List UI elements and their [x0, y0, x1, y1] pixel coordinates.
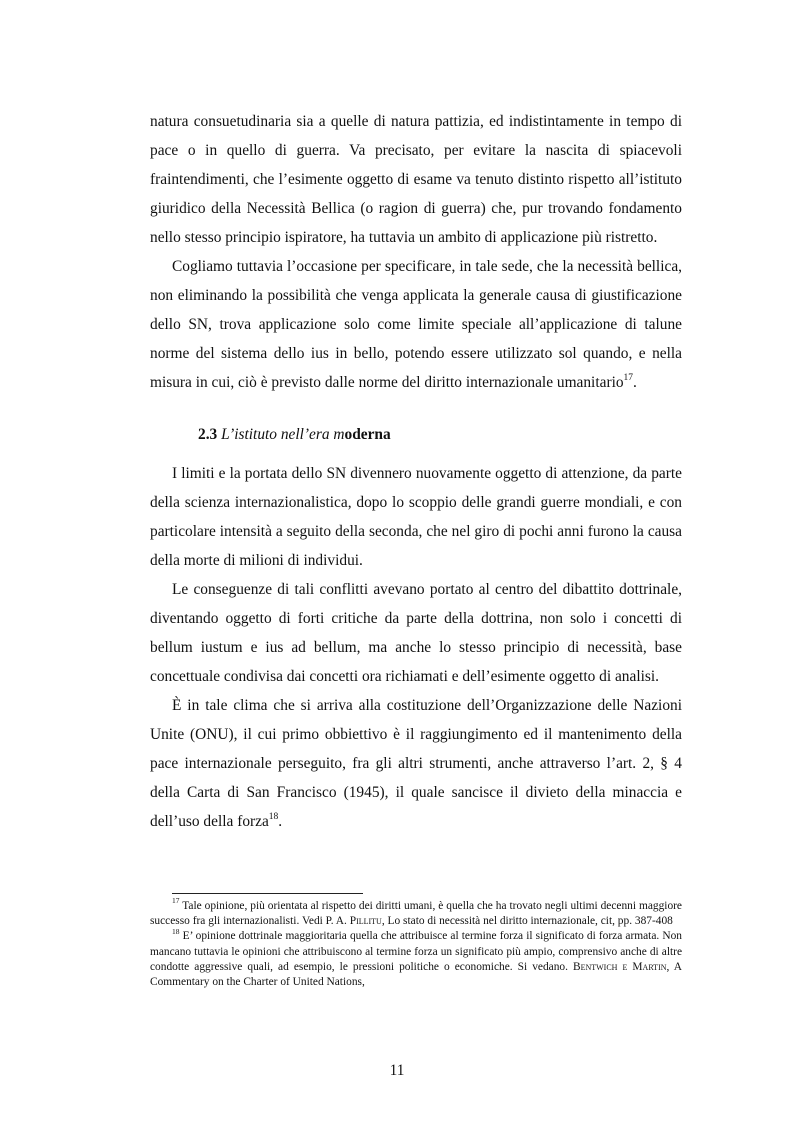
paragraph-5-text: È in tale clima che si arriva alla costituzione dell’Organizzazione delle Nazioni Unite (ONU), il cui primo obbiettivo è il raggiungimento ed il mantenimento della pace internazionale perseguito, fra gli altri strumenti, anche attraverso l’art. 2, § 4 della Carta di San Francisco (1945), il quale sancisce il divieto della minaccia e dell’uso della forza: [150, 697, 682, 830]
paragraph-3: I limiti e la portata dello SN divennero nuovamente oggetto di attenzione, da parte della scienza internazionalistica, dopo lo scoppio delle grandi guerre mondiali, e con particolare intensità a seguito della seconda, che nel giro di pochi anni furono la causa della morte di milioni di individui.: [150, 465, 682, 569]
paragraph-2-text: Cogliamo tuttavia l’occasione per specificare, in tale sede, che la necessità bellica, non eliminando la possibilità che venga applicata la generale causa di giustificazione dello SN, trova applicazione solo come limite speciale all’applicazione di talune norme del sistema dello ius in bello, potendo essere utilizzato sol quando, e nella misura in cui, ciò è previsto dalle norme del diritto internazionale umanitario: [150, 258, 682, 391]
heading-italic: L’istituto nell’era m: [221, 426, 345, 443]
footnote-18-text-b: , A Commentary on the Charter of United Nations,: [150, 960, 682, 989]
footnote-18: [150, 926, 682, 990]
heading-rest: oderna: [344, 426, 391, 443]
paragraph-1: natura consuetudinaria sia a quelle di natura pattizia, ed indistintamente in tempo di pace o in quello di guerra. Va precisato, per evitare la nascita di spiacevoli fraintendimenti, che l’esimente oggetto di esame va tenuto distinto rispetto all’istituto giuridico della Necessità Bellica (o ragion di guerra) che, pur trovando fondamento nello stesso principio ispiratore, ha tuttavia un ambito di applicazione più ristretto.: [150, 113, 682, 246]
page-number: 11: [389, 1062, 405, 1079]
section-heading: [150, 420, 682, 449]
footnote-17-author: Pillitu: [349, 915, 382, 928]
footnote-ref-17[interactable]: 17: [623, 372, 634, 383]
footnotes: [150, 896, 682, 990]
footnote-18-number: 18: [172, 926, 180, 936]
paragraph-5-end: .: [278, 813, 283, 830]
body-text: [150, 107, 682, 836]
footnote-ref-18[interactable]: 18: [268, 811, 279, 822]
paragraph-2: [150, 252, 682, 397]
paragraph-4: Le conseguenze di tali conflitti avevano portato al centro del dibattito dottrinale, diventando oggetto di forti critiche da parte della dottrina, non solo i concetti di bellum iustum e ius ad bellum, ma anche lo stesso principio di necessità, base concettuale condivisa dai concetti ora richiamati e dell’esimente oggetto di analisi.: [150, 581, 682, 685]
footnote-17: [150, 896, 682, 929]
paragraph-5: [150, 691, 682, 836]
footnote-17-number: 17: [172, 896, 180, 906]
footnote-17-text-b: , Lo stato di necessità nel diritto internazionale, cit, pp. 387-408: [381, 915, 673, 928]
footnote-18-authors: Bentwich e Martin: [572, 960, 667, 973]
heading-number: 2.3: [198, 426, 218, 443]
footnote-17-text-a: Tale opinione, più orientata al rispetto dei diritti umani, è quella che ha trovato negli ultimi decenni maggiore successo fra gli internazionalisti. Vedi P. A.: [150, 900, 682, 928]
footnote-18-text-a: E’ opinione dottrinale maggioritaria quella che attribuisce al termine forza il significato di forza armata. Non mancano tuttavia le opinioni che attribuiscono al termine forza un significato più ampio, comprensivo anche di altre condotte aggressive quali, ad esempio, le pressioni politiche o economiche. Si vedano.: [150, 930, 682, 973]
paragraph-2-end: .: [633, 374, 637, 391]
footnote-separator: [172, 893, 363, 894]
